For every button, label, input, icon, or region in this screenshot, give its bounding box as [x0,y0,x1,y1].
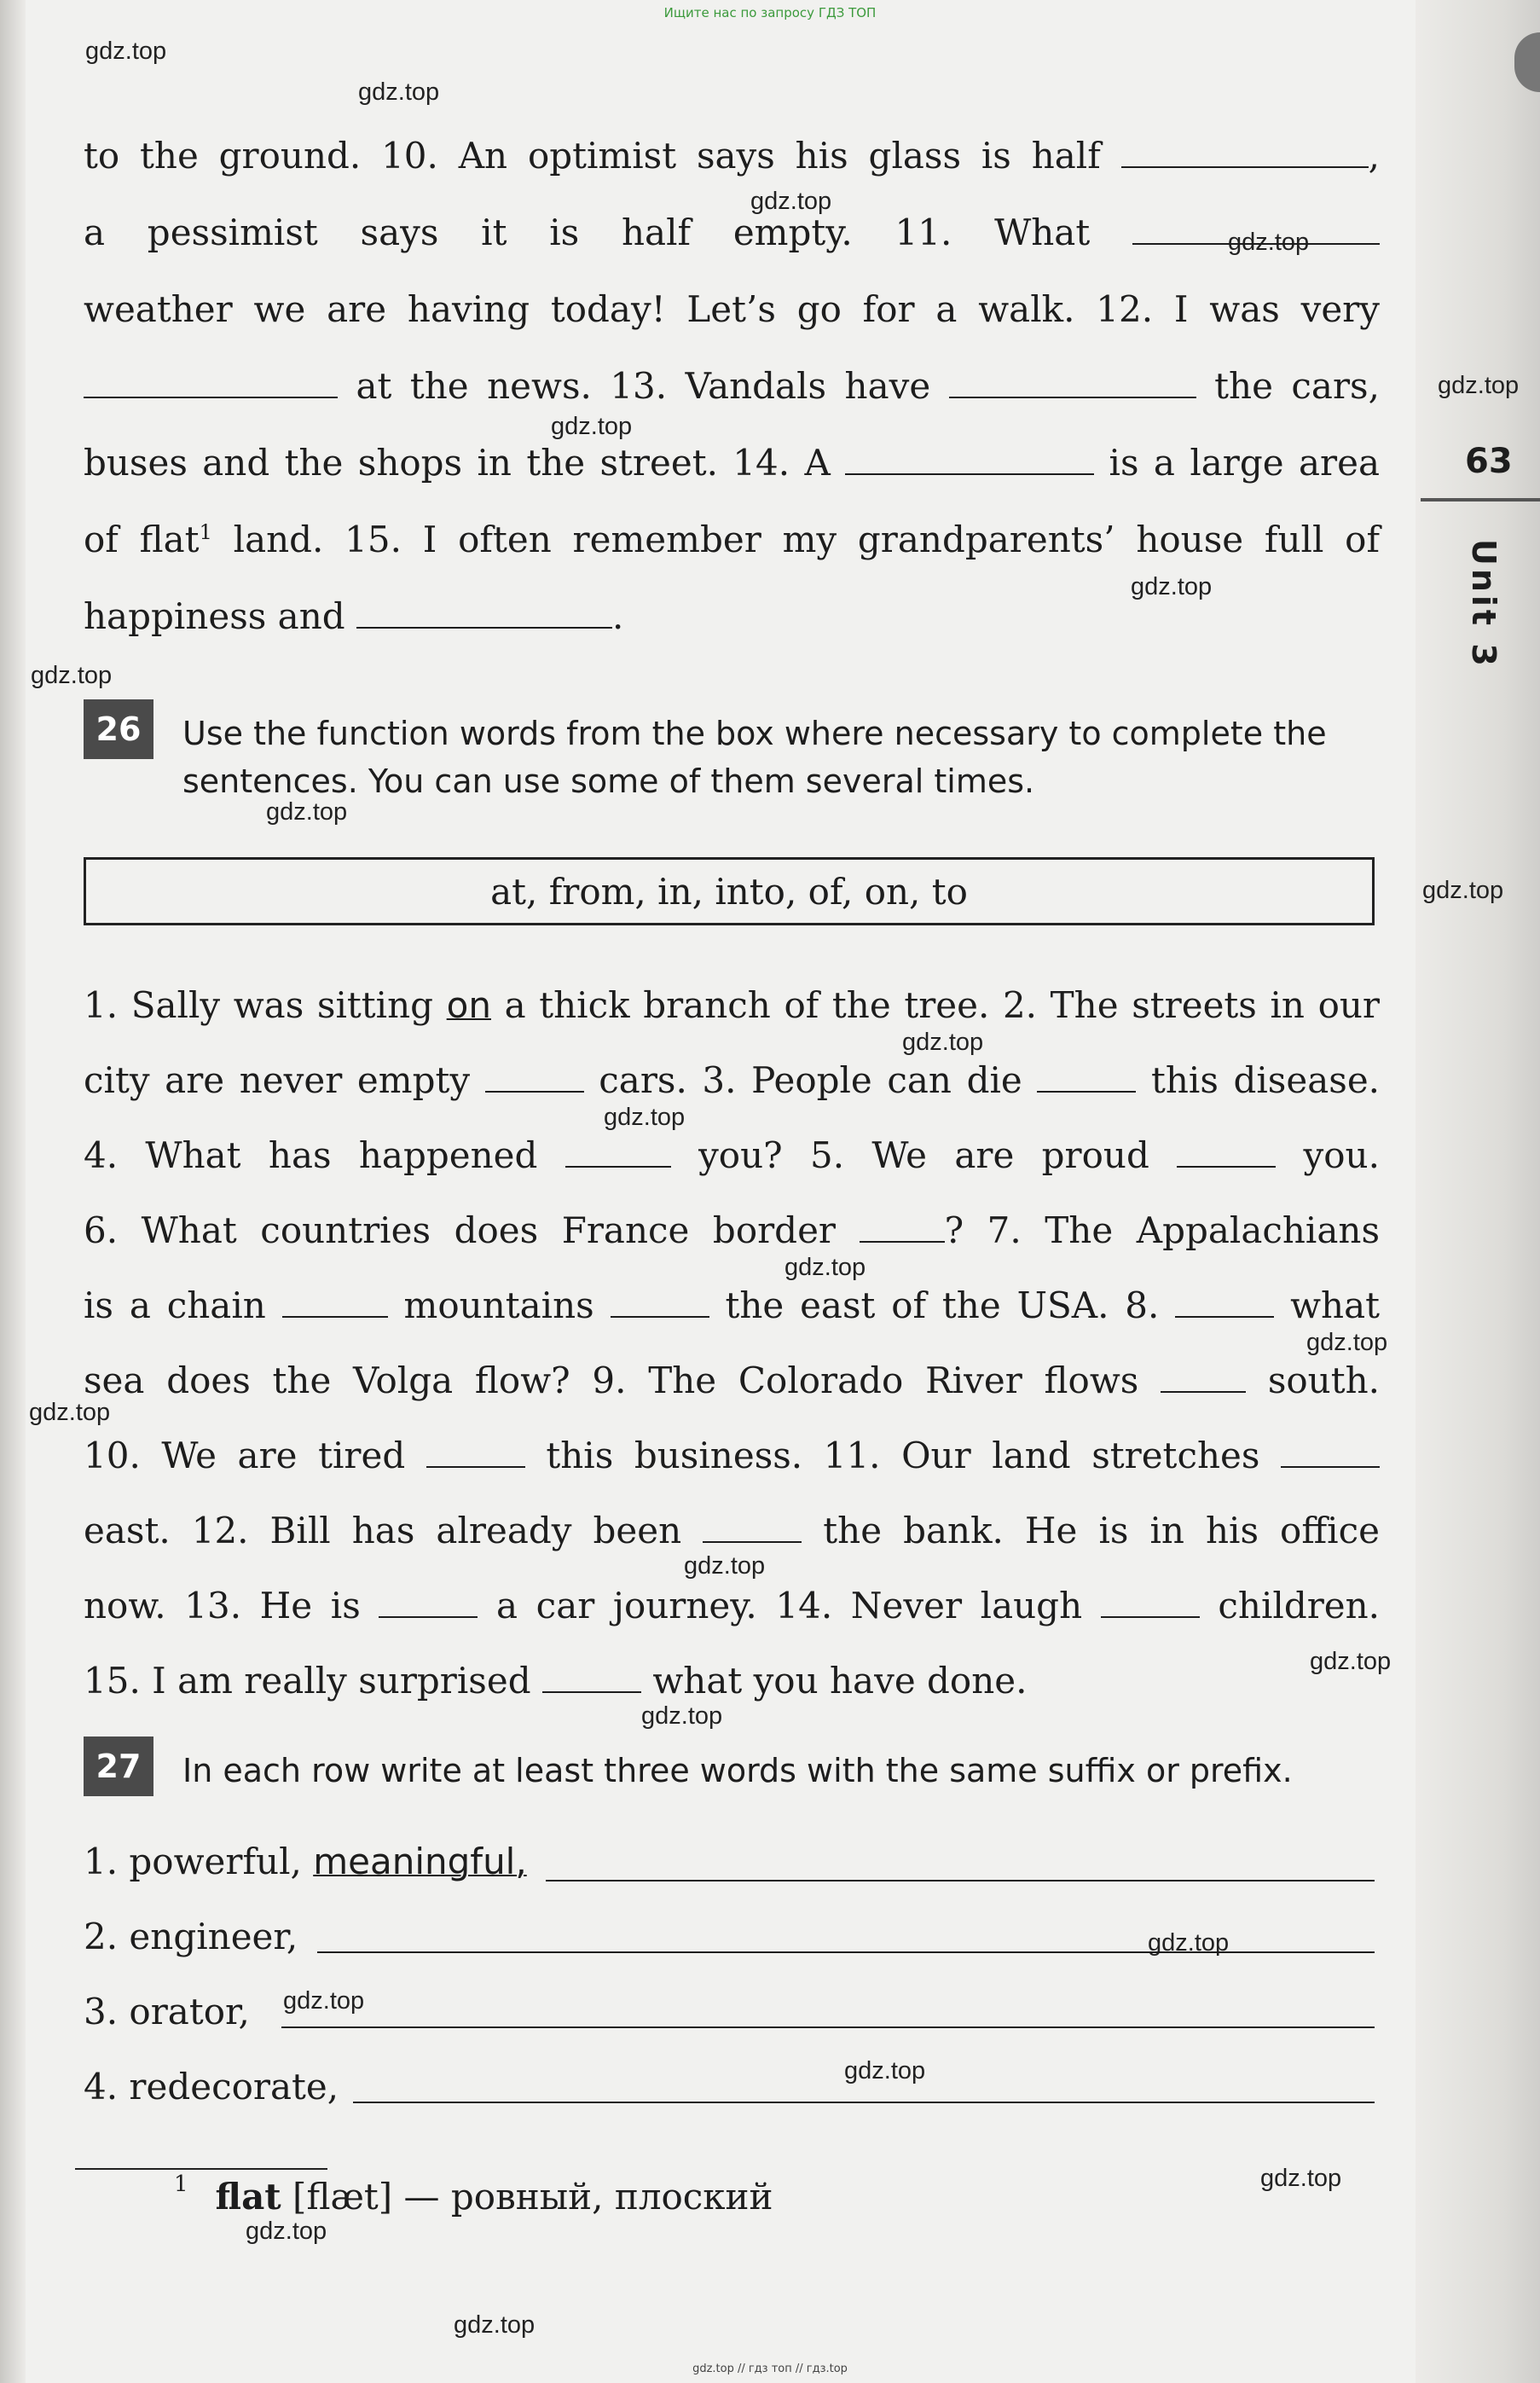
watermark: gdz.top [684,1552,766,1580]
sentence-line: 6. What countries does France border ? 7. The Appalachians [84,1209,1381,1251]
answer-blank[interactable] [1101,1615,1200,1618]
answer-blank[interactable] [542,1690,641,1693]
exercise-27-instruction: In each row write at least three words with the same suffix or prefix. [182,1752,1293,1789]
watermark: gdz.top [1148,1929,1230,1957]
row-4: 4. redecorate, [84,2066,339,2108]
answer-blank[interactable] [485,1090,584,1093]
answer-blank[interactable] [845,473,1094,475]
watermark: gdz.top [750,188,832,215]
text-line: to the ground. 10. An optimist says his glass is half , [84,135,1380,177]
page-number-rule [1421,498,1540,502]
page-number: 63 [1465,442,1513,481]
answer-blank[interactable] [426,1465,525,1468]
unit-label: Unit 3 [1465,539,1502,670]
answer-blank[interactable] [611,1315,709,1318]
answer-blank[interactable] [1161,1390,1246,1393]
watermark: gdz.top [266,798,348,826]
sentence-line: 4. What has happened you? 5. We are proud you. [84,1134,1380,1176]
handwritten-answer: meaningful, [313,1841,527,1882]
page-edge-left [0,0,26,2383]
footnote-rule [75,2168,327,2170]
answer-blank[interactable] [1175,1315,1274,1318]
watermark: gdz.top [1438,372,1520,399]
header-note[interactable]: Ищите нас по запросу ГДЗ ТОП [663,5,877,20]
watermark: gdz.top [246,2218,327,2245]
watermark: gdz.top [551,413,633,440]
answer-blank[interactable] [282,1315,388,1318]
text-line: at the news. 13. Vandals have the cars, [84,365,1380,407]
watermark: gdz.top [902,1029,984,1056]
answer-line-row-2[interactable] [317,1951,1375,1953]
watermark: gdz.top [604,1104,686,1131]
sentence-line: sea does the Volga flow? 9. The Colorado River flows south. [84,1360,1380,1401]
answer-blank[interactable] [949,396,1196,398]
watermark: gdz.top [31,662,113,689]
watermark: gdz.top [283,1987,365,2015]
watermark: gdz.top [1306,1329,1388,1356]
watermark: gdz.top [29,1399,111,1426]
text-line: happiness and . [84,595,624,637]
text-line: of flat$^1$ land. 15. I often remember my grandparents’ house full of [84,519,1380,560]
answer-blank[interactable] [565,1165,671,1168]
answer-line-row-3[interactable] [281,2026,1375,2028]
answer-line-row-4[interactable] [353,2102,1375,2103]
exercise-26-instruction: Use the function words from the box where necessary to complete the sentences. You can use some of them several times. [182,715,1327,800]
watermark: gdz.top [1310,1648,1392,1675]
footer-note[interactable]: gdz.top // гдз топ // гдз.top [692,2363,848,2375]
sentence-line: 1. Sally was sitting on a thick branch of the tree. 2. The streets in our [84,984,1380,1026]
sentence-line: 10. We are tired this business. 11. Our land stretches [84,1435,1380,1476]
footnote-marker: 1 [199,520,212,544]
watermark: gdz.top [358,78,440,106]
answer-blank[interactable] [703,1540,802,1543]
answer-blank[interactable] [1177,1165,1276,1168]
function-words-box: at, from, in, into, of, on, to [84,857,1375,925]
footnote: $^1$ flat [flæt] — ровный, плоский [174,2171,773,2218]
watermark: gdz.top [85,38,167,65]
answer-blank[interactable] [1281,1465,1380,1468]
sentence-line: 15. I am really surprised what you have done. [84,1660,1028,1702]
answer-blank[interactable] [84,396,338,398]
sentence-line: city are never empty cars. 3. People can die this disease. [84,1059,1381,1101]
watermark: gdz.top [1260,2165,1342,2192]
handwritten-answer: on [446,984,491,1026]
answer-blank[interactable] [356,626,612,629]
exercise-number-27: 27 [84,1737,153,1796]
text-line: buses and the shops in the street. 14. A is a large area [84,442,1380,484]
watermark: gdz.top [844,2057,926,2084]
text-line: weather we are having today! Let’s go for a walk. 12. I was very [84,288,1380,330]
sentence-line: is a chain mountains the east of the USA. 8. what [84,1284,1380,1326]
answer-blank[interactable] [1132,242,1380,245]
row-1: 1. powerful, meaningful, [84,1841,527,1882]
sentence-line: now. 13. He is a car journey. 14. Never laugh children. [84,1585,1381,1626]
page-margin-right [1416,0,1540,2383]
watermark: gdz.top [1131,573,1213,600]
watermark: gdz.top [784,1254,866,1281]
row-2: 2. engineer, [84,1916,298,1957]
answer-blank[interactable] [860,1240,945,1243]
row-3: 3. orator, [84,1991,250,2032]
answer-blank[interactable] [1037,1090,1136,1093]
answer-blank[interactable] [379,1615,478,1618]
exercise-number-26: 26 [84,699,153,759]
answer-blank[interactable] [1121,165,1369,168]
watermark: gdz.top [454,2311,536,2339]
watermark: gdz.top [1228,229,1310,256]
answer-line-row-1[interactable] [546,1880,1375,1881]
watermark: gdz.top [641,1702,723,1730]
watermark: gdz.top [1422,877,1504,904]
text-line: a pessimist says it is half empty. 11. What [84,212,1380,253]
sentence-line: east. 12. Bill has already been the bank. He is in his office [84,1510,1380,1551]
